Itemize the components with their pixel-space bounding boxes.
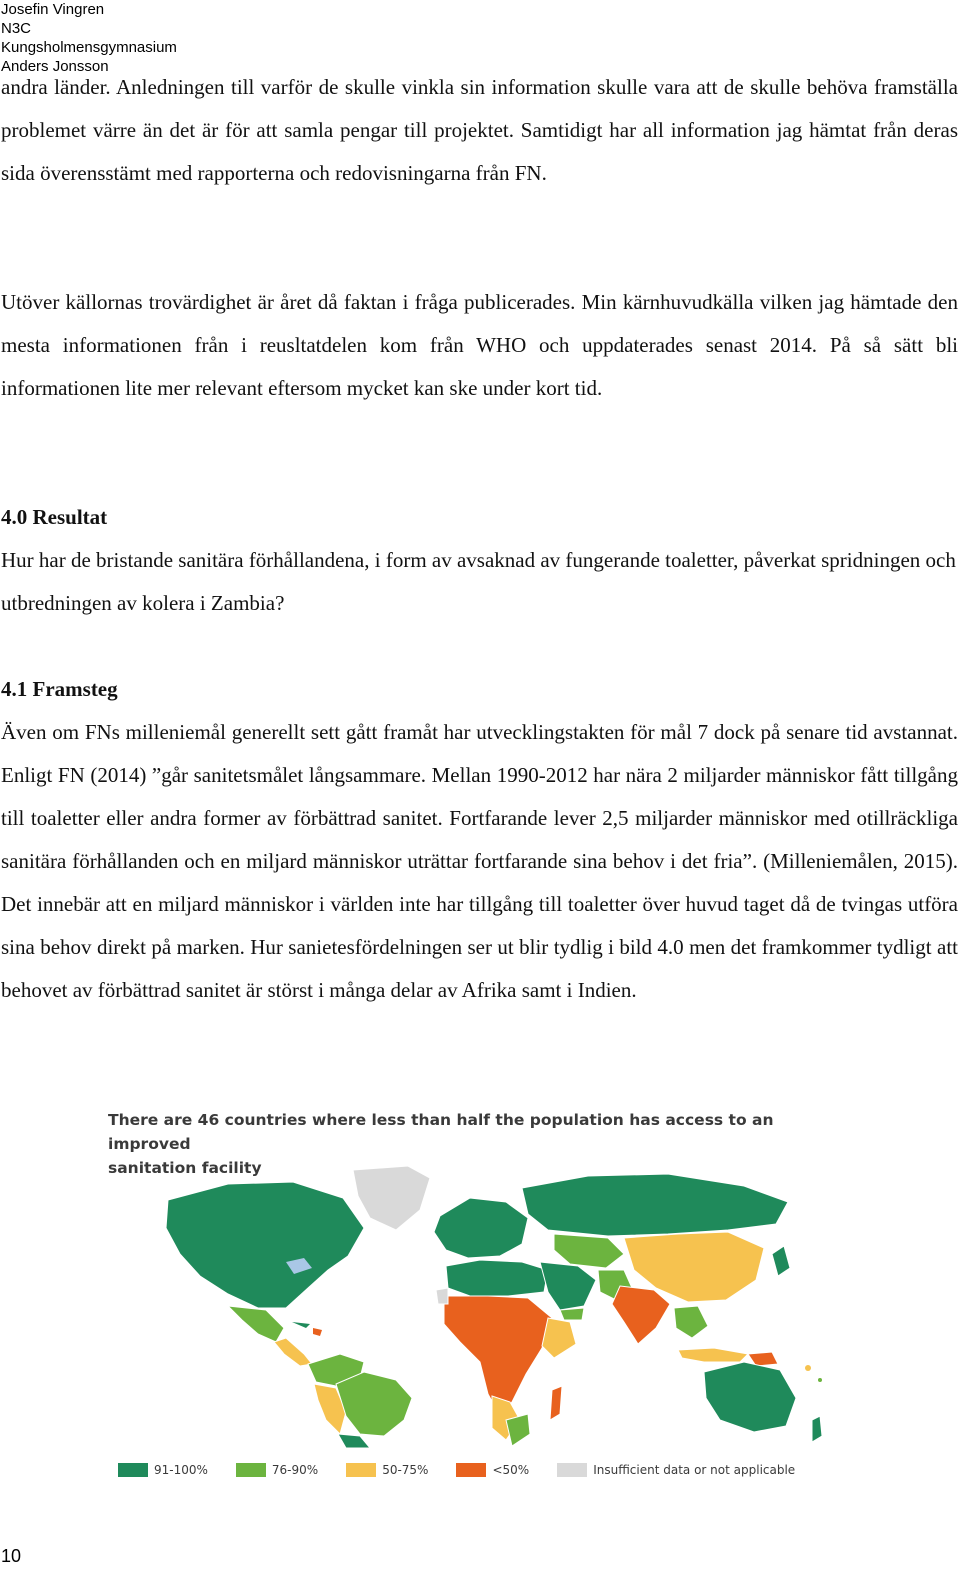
- map-western-sahara: [436, 1288, 448, 1304]
- map-russia: [522, 1174, 788, 1236]
- heading-framsteg: 4.1 Framsteg: [1, 677, 118, 701]
- map-south-africa: [506, 1414, 530, 1446]
- legend-item: [456, 1463, 529, 1477]
- legend-item: [346, 1463, 428, 1477]
- map-pacific-island: [818, 1378, 822, 1382]
- map-europe: [434, 1198, 528, 1258]
- figure-title-line-2: sanitation facility: [108, 1159, 262, 1177]
- legend-item: [557, 1463, 795, 1477]
- legend-swatch: [456, 1463, 486, 1477]
- map-east-africa: [542, 1318, 576, 1358]
- map-new-zealand: [812, 1416, 822, 1442]
- map-japan: [772, 1246, 790, 1276]
- map-southeast-asia: [674, 1306, 708, 1338]
- map-middle-east: [540, 1262, 596, 1310]
- page-number: 10: [1, 1546, 22, 1566]
- map-southern-cone: [338, 1434, 370, 1448]
- map-greenland: [353, 1166, 430, 1230]
- map-caribbean-cuba: [292, 1322, 310, 1328]
- legend-item: [236, 1463, 318, 1477]
- map-central-asia: [554, 1234, 624, 1268]
- map-india: [612, 1286, 670, 1344]
- map-legend: [118, 1460, 823, 1480]
- legend-label: 76-90%: [271, 1463, 319, 1477]
- document-header: [1, 0, 177, 76]
- paragraph-framsteg: Även om FNs milleniemål generellt sett gått framåt har utvecklingstakten för mål 7 dock på senare tid avstannat. Enligt FN (2014) ”går sanitetsmålet långsammare. Mellan 1990-2012 har nära 2 miljarder människor fått tillgång till toaletter eller andra former av förbättrad sanitet. Fortfarande lever 2,5 miljarder människor med otillräckliga sanitära förhållanden och en miljard människor uträttar fortfarande sina behov i det fria”. (Milleniemålen, 2015). Det innebär att en miljard människor i världen inte har tillgång till toaletter över huvud taget då de tvingas utföra sina behov direkt på marken. Hur sanietesfördelningen ser ut blir tydlig i bild 4.0 men det framkommer tydligt att behovet av förbättrad sanitet är störst i många delar av Afrika samt i Indien.: [1, 720, 958, 1002]
- map-madagascar: [550, 1386, 562, 1420]
- map-mexico: [228, 1306, 284, 1342]
- map-caribbean-haiti: [313, 1328, 322, 1336]
- heading-resultat: 4.0 Resultat: [1, 505, 108, 529]
- legend-swatch: [346, 1463, 376, 1477]
- map-brazil: [336, 1372, 412, 1436]
- legend-swatch: [118, 1463, 148, 1477]
- map-indonesia: [678, 1348, 748, 1362]
- figure-title-line-1: There are 46 countries where less than half the population has access to an improved: [108, 1111, 774, 1153]
- map-north-america: [166, 1182, 364, 1308]
- research-question: Hur har de bristande sanitära förhållandena, i form av avsaknad av fungerande toaletter, påverkat spridningen och utbredningen av kolera i Zambia?: [1, 548, 956, 615]
- legend-swatch: [557, 1463, 587, 1477]
- map-pacific-island: [805, 1365, 811, 1371]
- paragraph-source-date: Utöver källornas trovärdighet är året då faktan i fråga publicerades. Min kärnhuvudkälla vilken jag hämtade den mesta informationen från i reusltatdelen kom från WHO och uppdaterades senast 2014. På så sätt bli informationen lite mer relevant eftersom mycket kan ske under kort tid.: [1, 290, 958, 400]
- sanitation-map-figure: [108, 1108, 828, 1528]
- header-author: Josefin Vingren: [1, 1, 105, 18]
- map-north-africa: [446, 1260, 548, 1296]
- header-school: Kungsholmensgymnasium: [1, 39, 177, 56]
- map-central-america: [274, 1338, 312, 1366]
- header-class: N3C: [1, 20, 32, 37]
- legend-label: <50%: [492, 1463, 530, 1477]
- paragraph-source-bias: andra länder. Anledningen till varför de skulle vinkla sin information skulle vara att de skulle behöva framställa problemet värre än det är för att samla pengar till projektet. Samtidigt har all information jag hämtat från deras sida överensstämt med rapporterna och redovisningarna från FN.: [1, 75, 958, 185]
- legend-item: [118, 1463, 208, 1477]
- map-yemen: [560, 1308, 584, 1320]
- legend-label: Insufficient data or not applicable: [593, 1463, 796, 1477]
- legend-swatch: [236, 1463, 266, 1477]
- map-australia: [704, 1362, 796, 1432]
- legend-label: 91-100%: [154, 1463, 208, 1477]
- legend-label: 50-75%: [382, 1463, 429, 1477]
- world-map: [108, 1158, 828, 1448]
- header-supervisor: Anders Jonsson: [1, 58, 109, 75]
